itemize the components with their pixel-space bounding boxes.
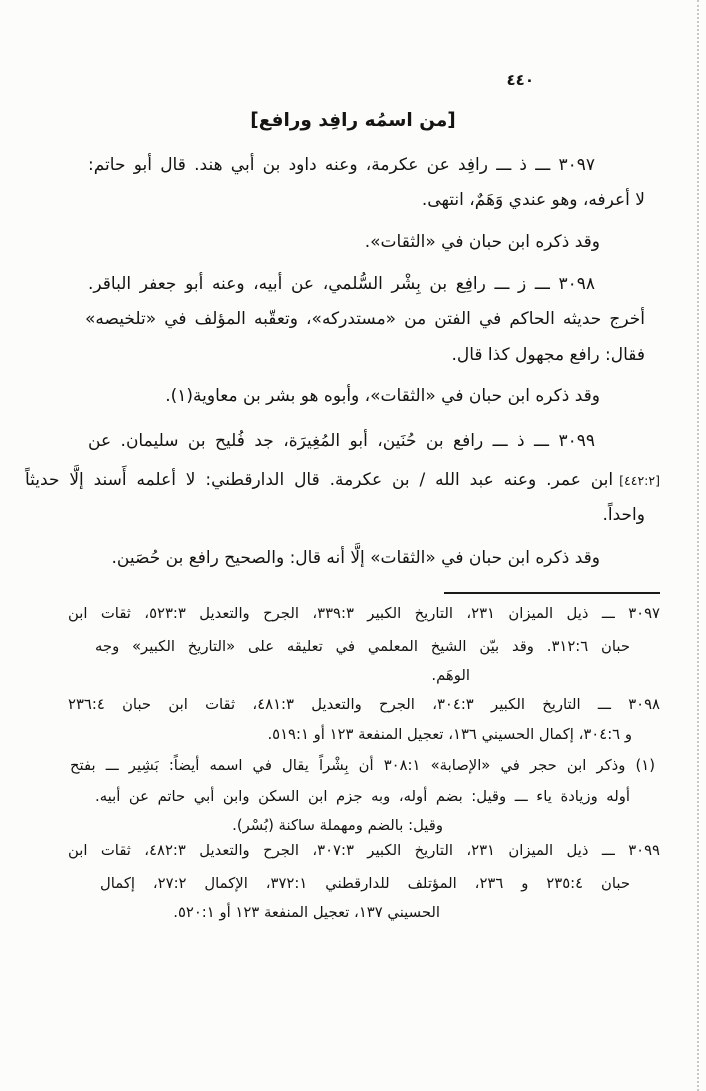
entry-3097-line3: وقد ذكره ابن حبان في «الثقات». xyxy=(364,232,600,252)
footnote-3097-line2: حبان ٣١٢:٦. وقد بيّن الشيخ المعلمي في تعليقه على «التاريخ الكبير» وجه xyxy=(95,638,630,655)
footnote-3099-line2: حبان ٢٣٥:٤ و ٢٣٦، المؤتلف للدارقطني ٣٧٢:١، الإكمال ٢٧:٢، إكمال xyxy=(100,875,630,892)
scan-edge-dotted-line xyxy=(697,0,699,1091)
footnote-1-line1: (١) وذكر ابن حجر في «الإصابة» ٣٠٨:١ أن بِشْراً يقال في اسمه أيضاً: بَشِير ـــ بفتح xyxy=(70,757,655,774)
page-number: ٤٤٠ xyxy=(506,71,534,89)
entry-3098-line1: ٣٠٩٨ ـــ ز ـــ رافِع بن بِشْر السُّلمي، عن أبيه، وعنه أبو جعفر الباقر. xyxy=(88,274,595,294)
entry-3099-line2-text: ابن عمر. وعنه عبد الله / بن عكرمة. قال الدارقطني: لا أعلمه أَسند إلَّا حديثاً xyxy=(25,470,614,490)
entry-3098-line2: أخرج حديثه الحاكم في الفتن من «مستدركه»، وتعقّبه المؤلف في «تلخيصه» xyxy=(85,309,645,329)
footnote-separator-rule xyxy=(444,592,660,594)
entry-3098-line3: فقال: رافع مجهول كذا قال. xyxy=(451,345,645,365)
entry-3099-line1: ٣٠٩٩ ـــ ذ ـــ رافع بن حُنَين، أبو المُغِيرَة، جد فُليح بن سليمان. عن xyxy=(88,431,595,451)
margin-volume-ref: [٤٤٢:٢] xyxy=(619,473,660,488)
footnote-3097-line1: ٣٠٩٧ ـــ ذيل الميزان ٢٣١، التاريخ الكبير ٣٣٩:٣، الجرح والتعديل ٥٢٣:٣، ثقات ابن xyxy=(68,605,661,622)
entry-3097-line1: ٣٠٩٧ ـــ ذ ـــ رافِد عن عكرمة، وعنه داود بن أبي هند. قال أبو حاتم: xyxy=(88,155,595,175)
footnote-3097-line3: الوهَم. xyxy=(431,667,470,684)
entry-3099-line3: واحداً. xyxy=(602,505,645,525)
entry-3097-line2: لا أعرفه، وهو عندي وَهَمٌ، انتهى. xyxy=(421,190,645,210)
footnote-3099-line1: ٣٠٩٩ ـــ ذيل الميزان ٢٣١، التاريخ الكبير ٣٠٧:٣، الجرح والتعديل ٤٨٢:٣، ثقات ابن xyxy=(68,842,661,859)
footnote-3098-line2: و ٣٠٤:٦، إكمال الحسيني ١٣٦، تعجيل المنفعة ١٢٣ أو ٥١٩:١. xyxy=(267,726,632,743)
section-heading: [من اسمُه رافِد ورافع] xyxy=(250,110,456,131)
entry-3099-line2 xyxy=(25,468,660,493)
entry-3099-line4: وقد ذكره ابن حبان في «الثقات» إلَّا أنه قال: والصحيح رافع بن حُصَين. xyxy=(111,548,600,568)
footnote-3098-line1: ٣٠٩٨ ـــ التاريخ الكبير ٣٠٤:٣، الجرح والتعديل ٤٨١:٣، ثقات ابن حبان ٢٣٦:٤ xyxy=(68,696,660,713)
footnote-1-line2: أوله وزيادة ياء ـــ وقيل: بضم أوله، وبه جزم ابن السكن وابن أبي حاتم عن أبيه. xyxy=(95,788,630,805)
footnote-1-line3: وقيل: بالضم ومهملة ساكنة (بُسْر). xyxy=(232,817,443,834)
entry-3098-line4: وقد ذكره ابن حبان في «الثقات»، وأبوه هو بشر بن معاوية(١). xyxy=(165,386,600,406)
footnote-3099-line3: الحسيني ١٣٧، تعجيل المنفعة ١٢٣ أو ٥٢٠:١. xyxy=(173,904,440,921)
